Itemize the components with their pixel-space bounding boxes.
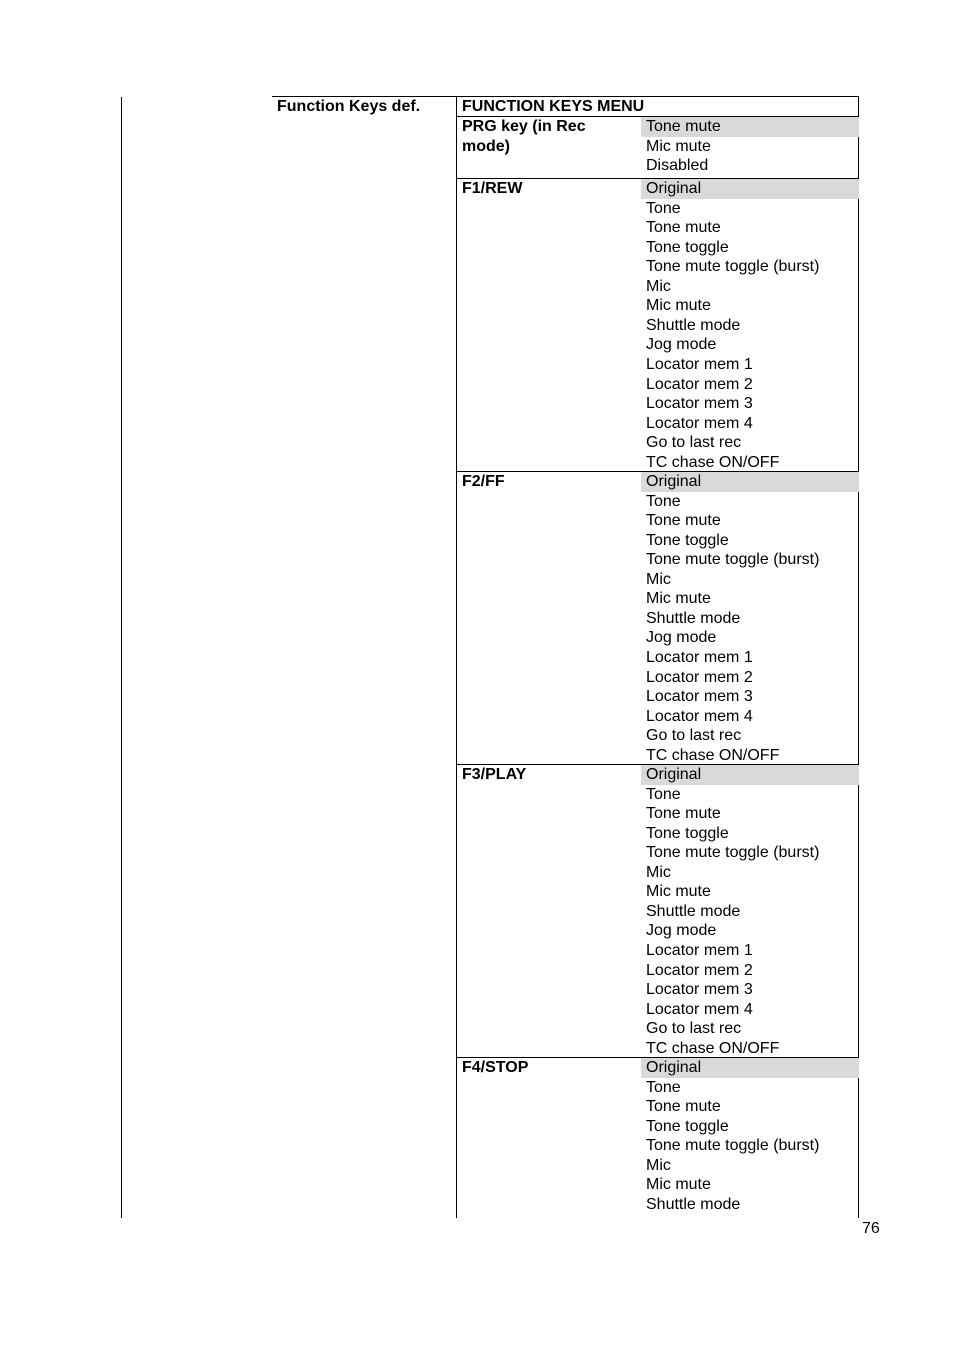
- menu-option: Mic: [646, 570, 671, 588]
- menu-option: Tone mute: [646, 219, 721, 237]
- menu-option: Locator mem 3: [646, 395, 753, 413]
- menu-option-selected: Original: [641, 472, 859, 492]
- menu-option: Mic mute: [646, 590, 711, 608]
- menu-option: Tone: [646, 492, 681, 510]
- menu-option-selected: Original: [641, 1058, 859, 1078]
- menu-option: Locator mem 4: [646, 1000, 753, 1018]
- menu-option: Mic: [646, 277, 671, 295]
- function-key-label: PRG key (in Rec mode): [462, 118, 586, 155]
- menu-option: Tone mute toggle (burst): [646, 844, 820, 862]
- function-key-label: F3/PLAY: [462, 766, 527, 783]
- menu-option: Tone toggle: [646, 238, 729, 256]
- menu-option-selected: Original: [641, 179, 859, 199]
- menu-option-selected: Original: [641, 765, 859, 785]
- menu-option: Locator mem 4: [646, 707, 753, 725]
- menu-option: Locator mem 1: [646, 355, 753, 373]
- menu-option: Tone toggle: [646, 824, 729, 842]
- menu-option: Tone mute toggle (burst): [646, 551, 820, 569]
- menu-option: Locator mem 3: [646, 981, 753, 999]
- menu-option: Mic: [646, 1156, 671, 1174]
- menu-option: Locator mem 3: [646, 688, 753, 706]
- menu-option: Mic mute: [646, 297, 711, 315]
- menu-option: Tone mute toggle (burst): [646, 258, 820, 276]
- menu-option: Locator mem 4: [646, 414, 753, 432]
- function-key-label: F2/FF: [462, 473, 505, 490]
- menu-option: Tone mute: [646, 805, 721, 823]
- menu-option: Go to last rec: [646, 434, 742, 452]
- function-key-label: F4/STOP: [462, 1059, 529, 1076]
- menu-option: Locator mem 1: [646, 941, 753, 959]
- menu-title: FUNCTION KEYS MENU: [462, 98, 645, 115]
- menu-option: Tone mute: [646, 1098, 721, 1116]
- menu-option: Tone: [646, 785, 681, 803]
- menu-option: Mic mute: [646, 1176, 711, 1194]
- menu-option: Shuttle mode: [646, 902, 741, 920]
- menu-option: Mic mute: [646, 137, 711, 155]
- menu-option: Shuttle mode: [646, 609, 741, 627]
- page-number: 76: [862, 1220, 880, 1237]
- menu-option: Tone toggle: [646, 531, 729, 549]
- menu-option: Go to last rec: [646, 1020, 742, 1038]
- menu-option: Tone: [646, 199, 681, 217]
- menu-option: TC chase ON/OFF: [646, 746, 780, 764]
- margin-rule: [121, 97, 122, 1218]
- menu-option: Go to last rec: [646, 727, 742, 745]
- menu-option: Jog mode: [646, 336, 717, 354]
- menu-option: Jog mode: [646, 922, 717, 940]
- menu-option: Mic mute: [646, 883, 711, 901]
- menu-option: Disabled: [646, 157, 709, 175]
- menu-option: Tone toggle: [646, 1117, 729, 1135]
- menu-option: Tone: [646, 1078, 681, 1096]
- function-key-label: F1/REW: [462, 180, 523, 197]
- menu-option: Shuttle mode: [646, 1195, 741, 1213]
- menu-option: Locator mem 2: [646, 375, 753, 393]
- menu-option: Locator mem 1: [646, 648, 753, 666]
- section-label: Function Keys def.: [277, 98, 421, 115]
- menu-option: TC chase ON/OFF: [646, 1039, 780, 1057]
- menu-option: Locator mem 2: [646, 961, 753, 979]
- menu-option: Shuttle mode: [646, 316, 741, 334]
- menu-option-selected: Tone mute: [641, 117, 859, 137]
- menu-option: Jog mode: [646, 629, 717, 647]
- menu-option: TC chase ON/OFF: [646, 453, 780, 471]
- menu-option: Locator mem 2: [646, 668, 753, 686]
- menu-option: Tone mute: [646, 512, 721, 530]
- menu-option: Tone mute toggle (burst): [646, 1137, 820, 1155]
- menu-option: Mic: [646, 863, 671, 881]
